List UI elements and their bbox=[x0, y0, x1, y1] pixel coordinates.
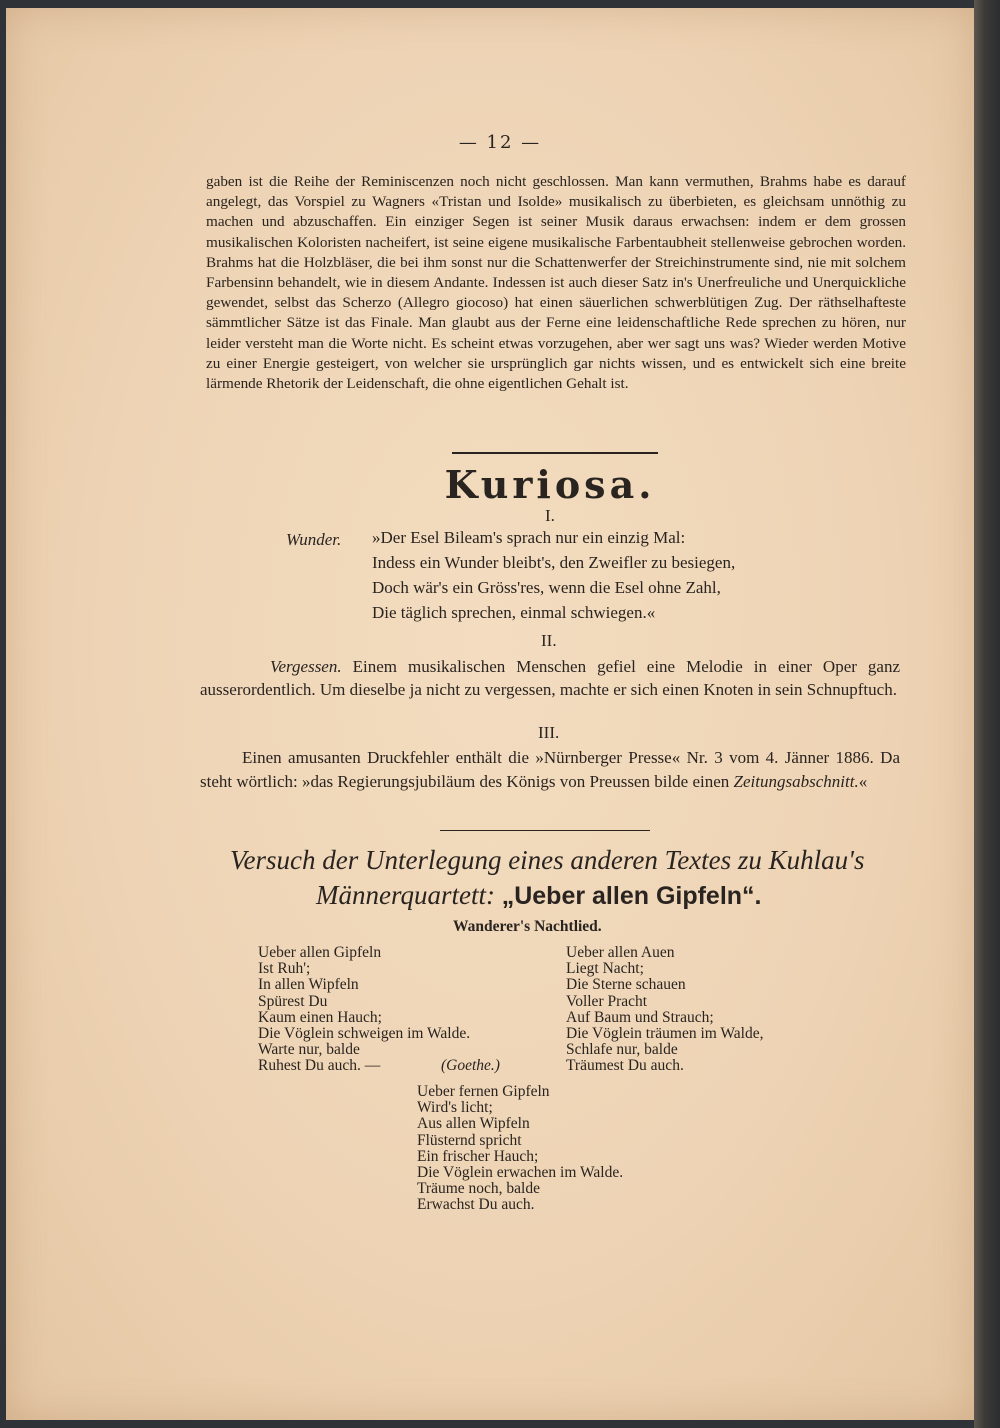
poem-line: Aus allen Wipfeln bbox=[417, 1115, 530, 1133]
article-paragraph bbox=[206, 172, 906, 394]
poem-line: Ruhest Du auch. — bbox=[258, 1057, 381, 1075]
article-text: gaben ist die Reihe der Reminiscenzen noch nicht geschlossen. Man kann vermuthen, Brahms habe es darauf angelegt, das Vorspiel zu Wagners «Tristan und Isolde» musikalisch zu überbieten, es gleichsam unnöthig zu machen und abzuschaffen. Ein einziger Segen ist seiner Musik daraus erwachsen: indem er dem grossen musikalischen Koloristen nacheifert, ist seine eigene musikalische Farbentaubheit stellenweise gebrochen worden. Brahms hat die Holzbläser, die bei ihm sonst nur die Schattenwerfer der Streichinstrumente sind, nie mit solchem Farbensinn behandelt, wie in diesem Andante. Indessen ist auch dieser Satz in's Unerfreuliche und Unerquickliche gewendet, selbst das Scherzo (Allegro giocoso) hat einen säuerlichen schwerblütigen Zug. Der räthselhafteste sämmtlicher Sätze ist das Finale. Man glaubt aus der Ferne eine leidenschaftliche Rede sprechen zu hören, nur leider versteht man die Worte nicht. Es scheint etwas vorzugehen, aber wer sagt uns was? Wieder werden Motive zu einer Energie gesteigert, von welcher sie ursprünglich gar nichts wissen, und es entwickelt sich eine breite lärmende Rhetorik der Leidenschaft, die ohne eigentlichen Gehalt ist. bbox=[206, 173, 906, 393]
section-vergessen bbox=[200, 655, 900, 701]
verse-line: »Der Esel Bileam's sprach nur ein einzig Mal: bbox=[372, 528, 686, 547]
poem-line: Voller Pracht bbox=[566, 992, 648, 1010]
versuch-title-italic: Männerquartett: bbox=[316, 880, 495, 910]
versuch-title-line2 bbox=[316, 880, 762, 911]
poem-line: Spürest Du bbox=[258, 992, 328, 1010]
poem-line: Ein frischer Hauch; bbox=[417, 1147, 539, 1165]
section-numeral-2: II. bbox=[541, 631, 557, 650]
druckfehler-italic: Zeitungsabschnitt. bbox=[733, 772, 859, 791]
poem-line: Ueber allen Auen bbox=[566, 944, 675, 961]
poem-line: Liegt Nacht; bbox=[566, 960, 644, 978]
poem-line: Die Vöglein träumen im Walde, bbox=[566, 1024, 764, 1042]
poem-line: Auf Baum und Strauch; bbox=[566, 1008, 714, 1026]
verse-line: Doch wär's ein Gröss'res, wenn die Esel ohne Zahl, bbox=[372, 578, 721, 597]
poem-line: Träume noch, balde bbox=[417, 1180, 540, 1198]
poem-attribution: (Goethe.) bbox=[441, 1057, 500, 1074]
versuch-title-line1: Versuch der Unterlegung eines anderen Textes zu Kuhlau's bbox=[230, 845, 865, 875]
book-binding-edge bbox=[974, 0, 1000, 1428]
poem-line: Kaum einen Hauch; bbox=[258, 1008, 382, 1026]
poem-line: In allen Wipfeln bbox=[258, 976, 359, 994]
poem-line: Ist Ruh'; bbox=[258, 960, 311, 978]
poem-line: Die Sterne schauen bbox=[566, 976, 686, 994]
page-number: — 12 — bbox=[458, 132, 542, 153]
section-label-wunder: Wunder. bbox=[286, 530, 342, 549]
poem-center bbox=[417, 1084, 623, 1214]
poem-left bbox=[258, 945, 470, 1075]
section-numeral-1: I. bbox=[545, 506, 555, 525]
verse-line: Indess ein Wunder bleibt's, den Zweifler zu besiegen, bbox=[372, 553, 736, 572]
druckfehler-close: « bbox=[858, 772, 868, 791]
versuch-title-bold: „Ueber allen Gipfeln“. bbox=[501, 882, 762, 910]
poem-right bbox=[566, 945, 763, 1075]
poem-line: Wird's licht; bbox=[417, 1099, 493, 1117]
poem-line: Schlafe nur, balde bbox=[566, 1041, 678, 1059]
divider-mid bbox=[440, 830, 650, 831]
verse-line: Die täglich sprechen, einmal schwiegen.« bbox=[372, 603, 656, 622]
section-druckfehler bbox=[200, 746, 900, 794]
vergessen-paragraph bbox=[200, 655, 900, 701]
druckfehler-text: Einen amusanten Druckfehler enthält die »Nürnberger Presse« Nr. 3 vom 4. Jänner 1886. Da steht wörtlich: »das Regierungsjubiläum des Königs von Preussen bilde einen bbox=[200, 748, 900, 791]
poem-subtitle: Wanderer's Nachtlied. bbox=[453, 918, 602, 935]
section-label-vergessen: Vergessen. bbox=[270, 657, 342, 676]
poem-line: Flüsternd spricht bbox=[417, 1131, 522, 1149]
section-numeral-3: III. bbox=[538, 723, 560, 742]
druckfehler-paragraph bbox=[200, 746, 900, 794]
poem-line: Die Vöglein erwachen im Walde. bbox=[417, 1163, 624, 1181]
poem-line: Erwachst Du auch. bbox=[417, 1196, 535, 1214]
poem-line: Träumest Du auch. bbox=[566, 1057, 684, 1075]
kuriosa-title: Kuriosa. bbox=[444, 462, 656, 507]
vergessen-text: Einem musikalischen Menschen gefiel eine Melodie in einer Oper ganz ausserordentlich. Um dieselbe ja nicht zu vergessen, machte er sich einen Knoten in sein Schnupftuch. bbox=[200, 657, 900, 699]
poem-line: Ueber fernen Gipfeln bbox=[417, 1083, 550, 1100]
divider-top bbox=[452, 452, 658, 454]
poem-line: Die Vöglein schweigen im Walde. bbox=[258, 1024, 471, 1042]
poem-line: Warte nur, balde bbox=[258, 1041, 360, 1059]
poem-line: Ueber allen Gipfeln bbox=[258, 944, 382, 961]
